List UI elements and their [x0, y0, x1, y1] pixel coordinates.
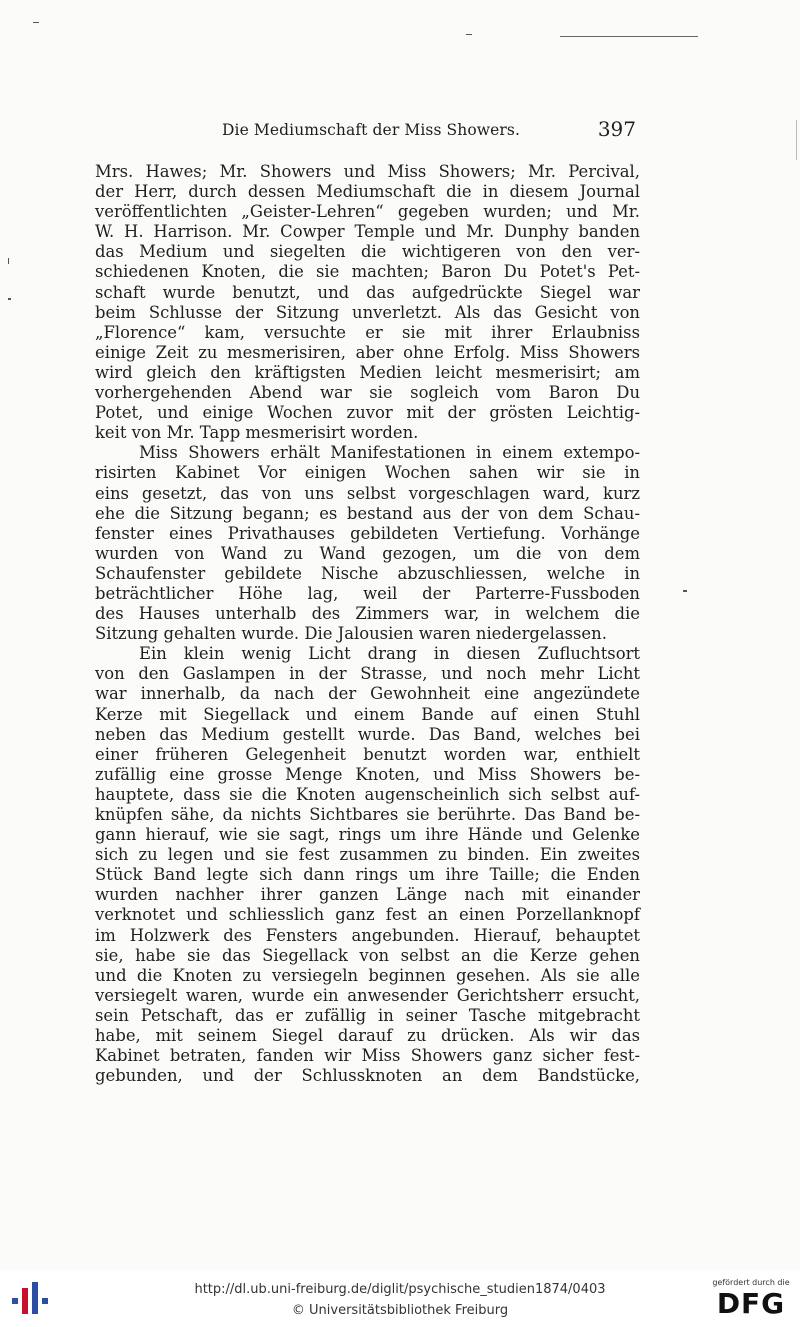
- text-line: schaft wurde benutzt, und das aufgedrückte Siegel war: [95, 282, 640, 302]
- text-line: gebunden, und der Schlussknoten an dem Bandstücke,: [95, 1066, 640, 1086]
- viewer-footer: [0, 1270, 800, 1327]
- text-line: Kabinet betraten, fanden wir Miss Showers ganz sicher fest-: [95, 1046, 640, 1066]
- page-header: [95, 117, 640, 147]
- body-text: [95, 162, 640, 1086]
- text-line: Potet, und einige Wochen zuvor mit der grösten Leichtig-: [95, 403, 640, 423]
- text-line: Sitzung gehalten wurde. Die Jalousien waren niedergelassen.: [95, 624, 607, 644]
- text-line: risirten Kabinet Vor einigen Wochen sahen wir sie in: [95, 463, 640, 483]
- text-line: W. H. Harrison. Mr. Cowper Temple und Mr. Dunphy banden: [95, 222, 640, 242]
- text-line: vorhergehenden Abend war sie sogleich vom Baron Du: [95, 383, 640, 403]
- running-title: Die Mediumschaft der Miss Showers.: [222, 121, 520, 139]
- text-line: beträchtlicher Höhe lag, weil der Parterre-Fussboden: [95, 583, 640, 603]
- dfg-logo: DFG: [716, 1287, 786, 1320]
- text-line: sich zu legen und sie fest zusammen zu binden. Ein zweites: [95, 845, 640, 865]
- text-line: ehe die Sitzung begann; es bestand aus der von dem Schau-: [95, 503, 640, 523]
- text-line: Schaufenster gebildete Nische abzuschliessen, welche in: [95, 563, 640, 583]
- text-line: gann hierauf, wie sie sagt, rings um ihre Hände und Gelenke: [95, 825, 640, 845]
- text-line: das Medium und siegelten die wichtigeren von den ver-: [95, 242, 640, 262]
- scan-mark: [466, 34, 472, 35]
- text-line: verknotet und schliesslich ganz fest an einen Porzellanknopf: [95, 905, 640, 925]
- text-line: knüpfen sähe, da nichts Sichtbares sie berührte. Das Band be-: [95, 805, 640, 824]
- text-line: wird gleich den kräftigsten Medien leicht mesmerisirt; am: [95, 362, 640, 382]
- text-line: Miss Showers erhält Manifestationen in einem extempo-: [139, 443, 640, 463]
- scan-mark: [33, 22, 39, 23]
- scan-mark: [8, 298, 11, 300]
- text-line: sein Petschaft, das er zufällig in seiner Tasche mitgebracht: [95, 1005, 640, 1025]
- text-line: „Florence“ kam, versuchte er sie mit ihrer Erlaubniss: [95, 322, 640, 342]
- text-line: habe, mit seinem Siegel darauf zu drücken. Als wir das: [95, 1026, 640, 1046]
- text-line: wurden nachher ihrer ganzen Länge nach mit einander: [95, 885, 640, 905]
- scan-mark: [560, 36, 698, 37]
- text-line: im Holzwerk des Fensters angebunden. Hierauf, behauptet: [95, 925, 640, 945]
- scan-mark: [683, 590, 687, 592]
- text-line: der Herr, durch dessen Mediumschaft die in diesem Journal: [95, 182, 640, 202]
- text-line: des Hauses unterhalb des Zimmers war, in welchem die: [95, 604, 640, 624]
- text-line: einer früheren Gelegenheit benutzt worden war, enthielt: [95, 744, 640, 764]
- text-line: Kerze mit Siegellack und einem Bande auf einen Stuhl: [95, 704, 640, 724]
- scan-mark: [8, 258, 9, 264]
- text-line: sie, habe sie das Siegellack von selbst an die Kerze gehen: [95, 945, 640, 965]
- text-line: keit von Mr. Tapp mesmerisirt worden.: [95, 423, 419, 443]
- copyright-notice: © Universitätsbibliothek Freiburg: [291, 1303, 509, 1318]
- text-line: schiedenen Knoten, die sie machten; Baron Du Potet's Pet-: [95, 262, 640, 282]
- text-line: einige Zeit zu mesmerisiren, aber ohne Erfolg. Miss Showers: [95, 342, 640, 362]
- text-line: und die Knoten zu versiegeln beginnen gesehen. Als sie alle: [95, 965, 640, 985]
- text-line: versiegelt waren, wurde ein anwesender Gerichtsherr ersucht,: [95, 985, 640, 1005]
- text-line: wurden von Wand zu Wand gezogen, um die von dem: [95, 543, 640, 563]
- dfg-funding-note: gefördert durch die: [712, 1278, 790, 1287]
- text-line: hauptete, dass sie die Knoten augenscheinlich sich selbst auf-: [95, 784, 640, 804]
- scan-mark: [796, 120, 797, 160]
- text-line: zufällig eine grosse Menge Knoten, und Miss Showers be-: [95, 764, 640, 784]
- document-url-link[interactable]: http://dl.ub.uni-freiburg.de/diglit/psychische_studien1874/0403: [194, 1282, 606, 1297]
- text-line: fenster eines Privathauses gebildeten Vertiefung. Vorhänge: [95, 523, 640, 543]
- page-number: 397: [597, 117, 636, 141]
- text-line: war innerhalb, da nach der Gewohnheit eine angezündete: [95, 684, 640, 704]
- text-line: von den Gaslampen in der Strasse, und noch mehr Licht: [95, 664, 640, 684]
- text-line: Stück Band legte sich dann rings um ihre Taille; die Enden: [95, 865, 640, 885]
- text-line: neben das Medium gestellt wurde. Das Band, welches bei: [95, 724, 640, 744]
- text-line: Ein klein wenig Licht drang in diesen Zufluchtsort: [139, 644, 640, 664]
- text-line: beim Schlusse der Sitzung unverletzt. Als das Gesicht von: [95, 302, 640, 322]
- text-line: Mrs. Hawes; Mr. Showers und Miss Showers; Mr. Percival,: [95, 162, 640, 181]
- text-line: veröffentlichten „Geister-Lehren“ gegeben wurden; und Mr.: [95, 202, 640, 222]
- text-line: eins gesetzt, das von uns selbst vorgeschlagen ward, kurz: [95, 483, 640, 503]
